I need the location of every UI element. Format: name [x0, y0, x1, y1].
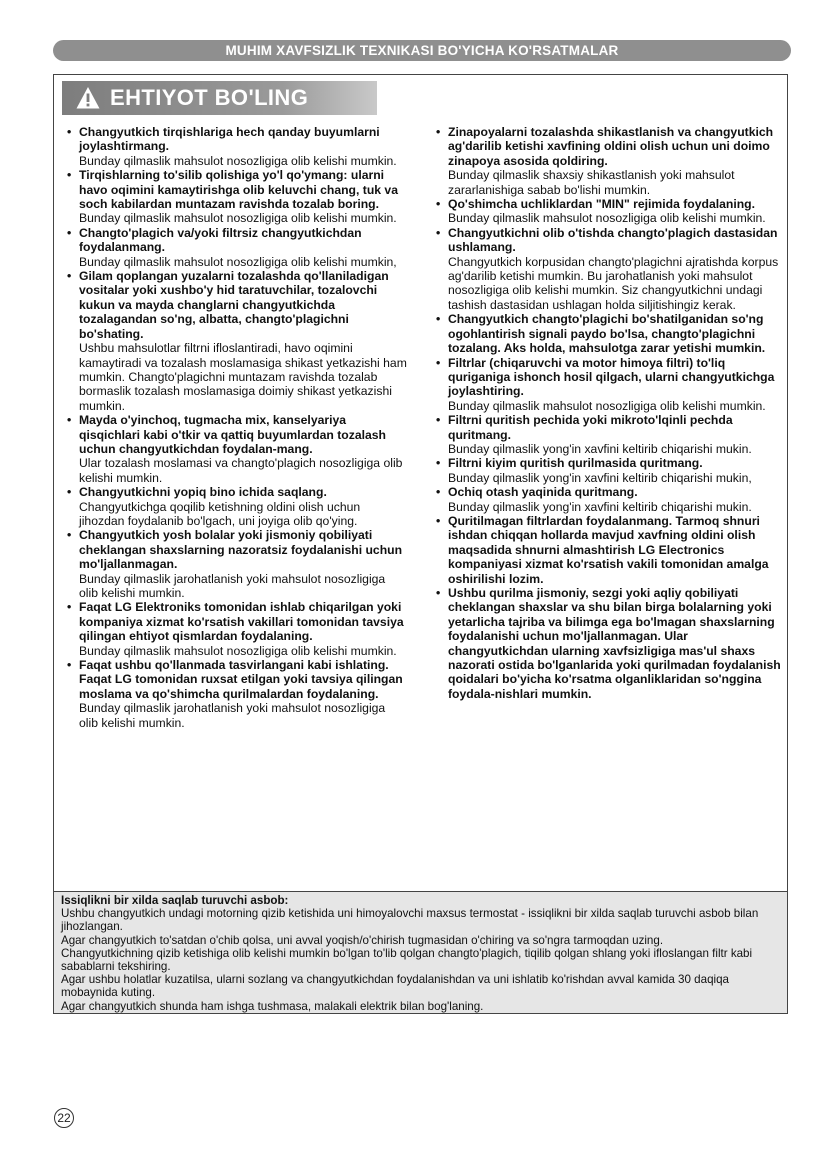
item-title: • Changyutkichni yopiq bino ichida saqlang.: [79, 485, 327, 500]
item-title: • Changyutkich tirqishlariga hech qanday buyumlarni joylashtirmang.: [79, 125, 380, 154]
item-desc: Bunday qilmaslik yong'in xavfini keltirib chiqarishi mukin,: [448, 470, 752, 485]
item-title: • Ochiq otash yaqinida quritmang.: [448, 485, 638, 500]
item-desc: Bunday qilmaslik mahsulot nosozligiga olib kelishi mumkin,: [79, 254, 397, 269]
note-line: Agar changyutkich shunda ham ishga tushmasa, malakali elektrik bilan bog'laning.: [61, 999, 484, 1013]
item-title: • Ushbu qurilma jismoniy, sezgi yoki aqliy qobiliyati cheklangan shaxslar va shu bilan birga bolalarning yoki yetarlicha tajriba va bilimga ega bo'lmagan shaxslarning foydalanishi uchun mo'ljallanmagan. Ular changyutkichdan ularning xavfsizligiga mas'ul shaxs nazorati ostida bo'lganlarida yoki qurilmadan foydalanish qoidalari bo'yicha ko'rsatma olganliklaridan so'nggina foydala-nishlari mumkin.: [448, 586, 781, 701]
item-desc: Ular tozalash moslamasi va changto'plagich nosozligiga olib kelishi mumkin.: [79, 456, 403, 485]
list-item: [65, 168, 407, 226]
item-desc: Bunday qilmaslik mahsulot nosozligiga olib kelishi mumkin.: [448, 211, 766, 226]
list-item: [65, 485, 407, 528]
list-item: [434, 125, 784, 197]
list-item: [434, 456, 784, 485]
item-title: • Qo'shimcha uchliklardan "MIN" rejimida foydalaning.: [448, 197, 756, 212]
item-desc: Bunday qilmaslik mahsulot nosozligiga olib kelishi mumkin.: [448, 398, 766, 413]
item-desc: Changyutkich korpusidan changto'plagichni ajratishda korpus ag'darilib ketishi mumkin. Bu jarohatlanish yoki mahsulot nosozligiga olib kelishi mumkin. Siz changyutkichni undagi tashish dastasidan ushlagan holda siljitishingiz kerak.: [448, 254, 779, 312]
note-line: Agar changyutkich to'satdan o'chib qolsa, uni avval yoqish/o'chirish tugmasidan o'chiring va so'ngra tarmoqdan uzing.: [61, 933, 664, 947]
list-item: [434, 413, 784, 456]
item-desc: Bunday qilmaslik mahsulot nosozligiga olib kelishi mumkin.: [79, 211, 397, 226]
left-column: [65, 125, 407, 730]
thermostat-note: [54, 891, 787, 1013]
list-item: [65, 269, 407, 413]
right-column: [434, 125, 784, 701]
list-item: [65, 413, 407, 485]
item-desc: Ushbu mahsulotlar filtrni ifloslantiradi, havo oqimini kamaytiradi va tozalash moslamasiga shikast yetkazishi ham mumkin. Changto'plagichni muntazam ravishda tozalab bormaslik tozalash moslamasiga doimiy shikast yetkazishi mumkin.: [79, 341, 407, 413]
item-desc: Bunday qilmaslik yong'in xavfini keltirib chiqarishi mukin.: [448, 499, 752, 514]
item-title: • Filtrni kiyim quritish qurilmasida quritmang.: [448, 456, 703, 471]
list-item: [65, 600, 407, 658]
list-item: [434, 226, 784, 312]
item-title: • Quritilmagan filtrlardan foydalanmang. Tarmoq shnuri ishdan chiqqan hollarda mavjud xavfning oldini olish maqsadida shnurni almashtirish LG Electronics kompaniyasi xizmat ko'rsatish vakili tomonidan amalga oshirilishi lozim.: [448, 513, 769, 586]
page-number: 22: [54, 1108, 74, 1128]
item-title: • Mayda o'yinchoq, tugmacha mix, kanselyariya qisqichlari kabi o'tkir va qattiq buyumlardan tozalash uchun changyutkichdan foydalan-mang.: [79, 413, 386, 456]
list-item: [434, 514, 784, 586]
item-title: • Filtrni quritish pechida yoki mikroto'lqinli pechda quritmang.: [448, 413, 733, 442]
list-item: [434, 485, 784, 514]
item-desc: Bunday qilmaslik jarohatlanish yoki mahsulot nosozligiga olib kelishi mumkin.: [79, 571, 386, 600]
item-title: • Changyutkich changto'plagichi bo'shatilganidan so'ng ogohlantirish signali paydo bo'lsa, changto'plagichni tozalang. Aks holda, mahsulotga zarar yetishi mumkin.: [448, 312, 766, 356]
caution-title: EHTIYOT BO'LING: [110, 85, 309, 110]
item-title: • Changyutkich yosh bolalar yoki jismoniy qobiliyati cheklangan shaxslarning nazoratsiz foydalanishi uchun mo'ljallanmagan.: [79, 528, 403, 572]
item-desc: Bunday qilmaslik mahsulot nosozligiga olib kelishi mumkin.: [79, 643, 397, 658]
note-line: Changyutkichning qizib ketishiga olib kelishi mumkin bo'lgan to'lib qolgan changto'plagich, tiqilib qolgan shlang yoki ifloslangan filtr kabi sabablarni tekshiring.: [61, 946, 753, 974]
list-item: [434, 312, 784, 355]
item-title: • Faqat ushbu qo'llanmada tasvirlangani kabi ishlating. Faqat LG tomonidan ruxsat etilgan yoki tavsiya qilingan moslama va qo'shimcha qurilmalardan foydalaning.: [79, 658, 403, 701]
item-desc: Bunday qilmaslik shaxsiy shikastlanish yoki mahsulot zararlanishiga sabab bo'lishi mumkin.: [448, 168, 735, 197]
section-banner: MUHIM XAVFSIZLIK TEXNIKASI BO'YICHA KO'RSATMALAR: [53, 40, 791, 61]
list-item: [65, 125, 407, 168]
list-item: [434, 586, 784, 701]
item-desc: Bunday qilmaslik mahsulot nosozligiga olib kelishi mumkin.: [79, 153, 397, 168]
item-desc: Bunday qilmaslik yong'in xavfini keltirib chiqarishi mukin.: [448, 441, 752, 456]
note-line: Ushbu changyutkich undagi motorning qizib ketishida uni himoyalovchi maxsus termostat - issiqlikni bir xilda saqlab turuvchi asbob bilan jihozlangan.: [61, 907, 759, 934]
note-line: Agar ushbu holatlar kuzatilsa, ularni sozlang va changyutkichdan foydalanishdan va uni ishlatib ko'rishdan avval kamida 30 daqiqa mobaynida kuting.: [61, 973, 729, 1000]
item-title: • Gilam qoplangan yuzalarni tozalashda qo'llaniladigan vositalar yoki xushbo'y hid taratuvchilar, tozalovchi kukun va mayda changlarni changyutkichda tozalagandan so'ng, albatta, changto'plagichni bo'shating.: [79, 269, 389, 341]
list-item: [65, 658, 407, 730]
item-title: • Changto'plagich va/yoki filtrsiz changyutkichdan foydalanmang.: [79, 225, 362, 255]
item-desc: Bunday qilmaslik jarohatlanish yoki mahsulot nosozligiga olib kelishi mumkin.: [79, 701, 386, 730]
caution-box: [53, 74, 788, 1014]
item-title: • Zinapoyalarni tozalashda shikastlanish va changyutkich ag'darilib ketishi xavfining oldini olish uchun uni doimo zinapoya asosida qoldiring.: [448, 125, 774, 168]
list-item: [434, 197, 784, 226]
caution-header: [62, 81, 377, 115]
item-title: • Changyutkichni olib o'tishda changto'plagich dastasidan ushlamang.: [448, 225, 778, 255]
warning-triangle-icon: [76, 86, 100, 110]
item-desc: Changyutkichga qoqilib ketishning oldini olish uchun jihozdan foydalanib bo'lgach, uni joyiga olib qo'ying.: [79, 499, 361, 528]
note-title: Issiqlikni bir xilda saqlab turuvchi asbob:: [61, 894, 289, 907]
item-title: • Faqat LG Elektroniks tomonidan ishlab chiqarilgan yoki kompaniya xizmat ko'rsatish vakillari tomonidan tavsiya qilingan ehtiyot qismlardan foydalaning.: [79, 600, 404, 644]
list-item: [65, 528, 407, 600]
item-title: • Tirqishlarning to'silib qolishiga yo'l qo'ymang: ularni havo oqimini kamaytirishga olib keluvchi chang, tuk va soch kabilardan muntazam ravishda tozalab boring.: [79, 168, 398, 212]
list-item: [65, 226, 407, 269]
item-title: • Filtrlar (chiqaruvchi va motor himoya filtri) to'liq quriganiga ishonch hosil qilgach, ularni changyutkichga joylashtiring.: [448, 355, 775, 399]
list-item: [434, 356, 784, 414]
